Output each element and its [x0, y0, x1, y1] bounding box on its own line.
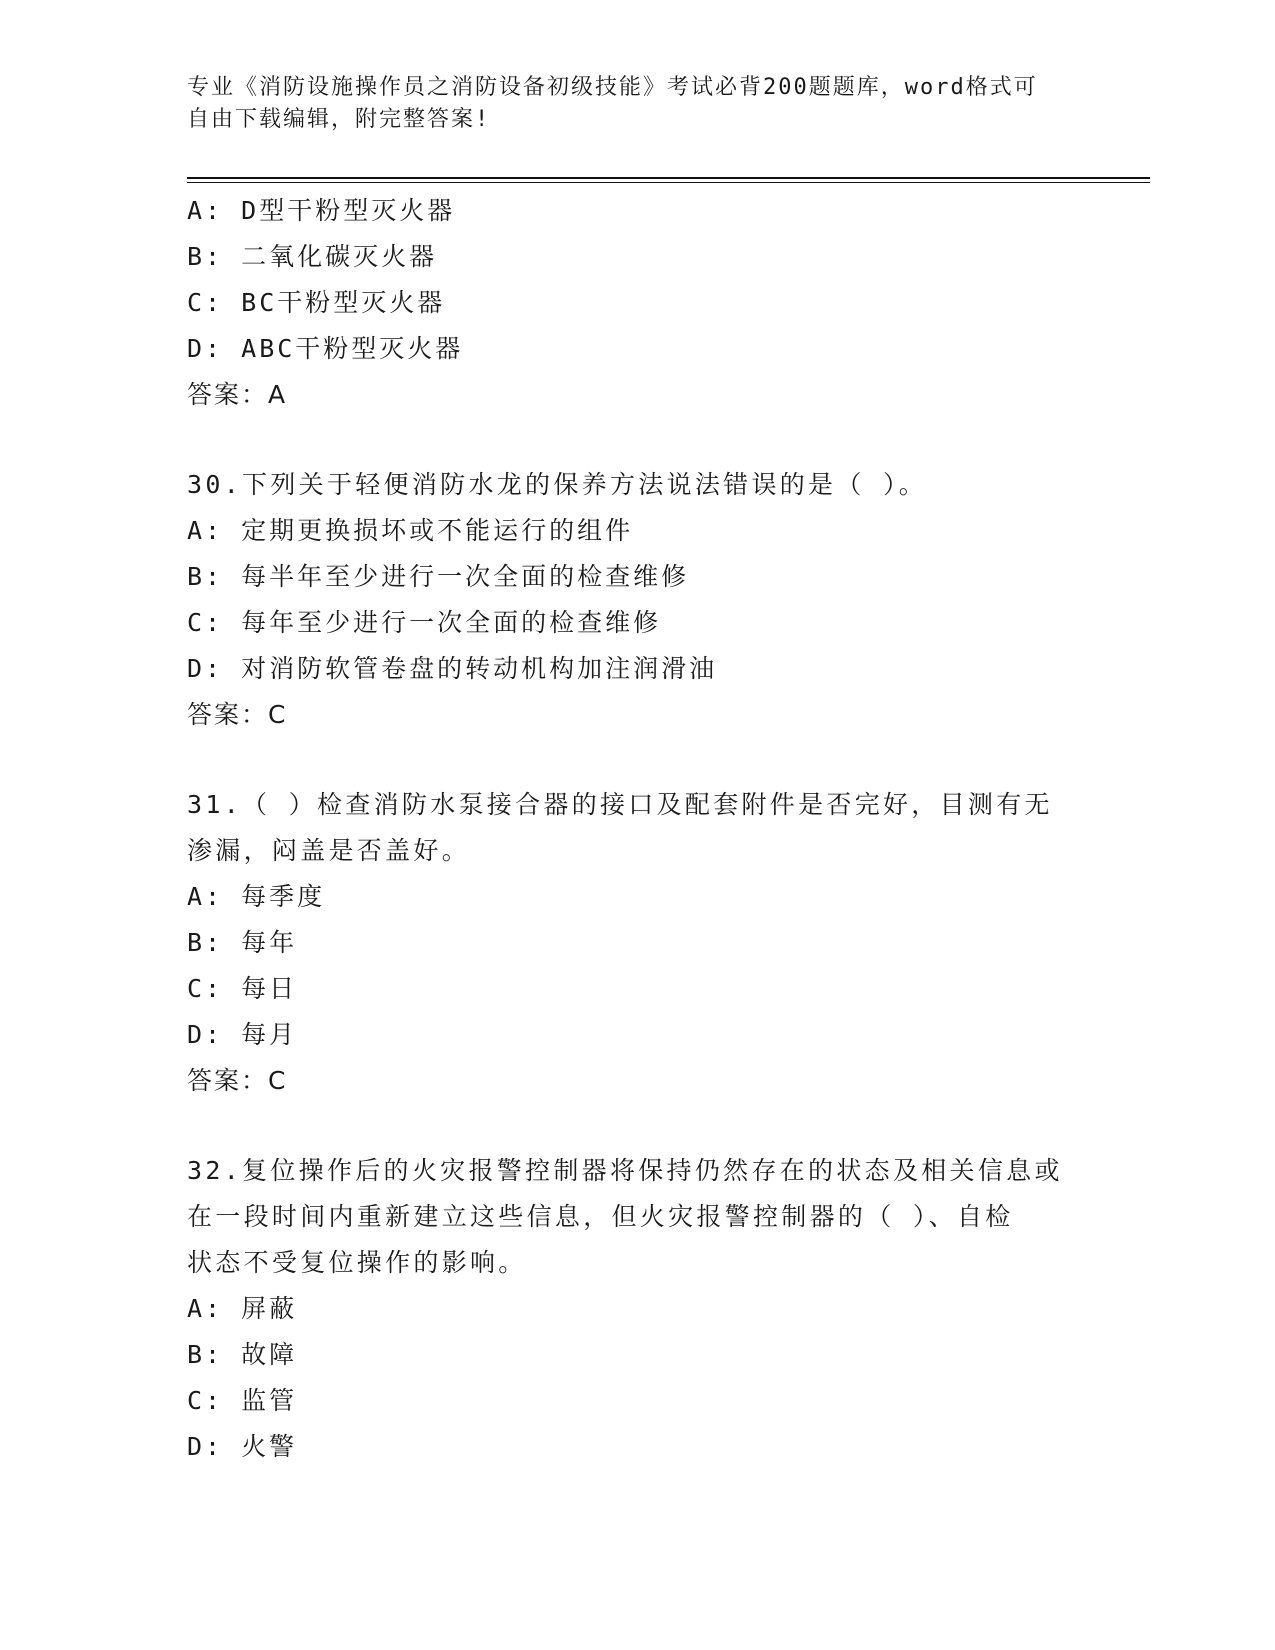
option-d: D: ABC干粉型灭火器: [187, 334, 464, 363]
question-text: 状态不受复位操作的影响。: [187, 1248, 527, 1277]
block-spacer: [187, 738, 1077, 782]
option-c: C: BC干粉型灭火器: [187, 288, 446, 317]
option-a: A: 屏蔽: [187, 1294, 298, 1323]
option-d: D: 火警: [187, 1432, 298, 1461]
question-text: 30.下列关于轻便消防水龙的保养方法说法错误的是（ ）。: [187, 470, 928, 499]
header-line-2: 自由下载编辑，附完整答案!: [187, 107, 491, 132]
option-b: B: 每年: [187, 928, 298, 957]
question-text: 在一段时间内重新建立这些信息，但火灾报警控制器的（ ）、自检: [187, 1202, 1014, 1231]
option-c: C: 每日: [187, 974, 298, 1003]
question-block: [187, 782, 1077, 1104]
header-divider-thick: [187, 177, 1150, 179]
header-line-1: 专业《消防设施操作员之消防设备初级技能》考试必背200题题库，word格式可: [187, 75, 1038, 100]
option-d: D: 对消防软管卷盘的转动机构加注润滑油: [187, 654, 718, 683]
answer-line: 答案：C: [187, 1066, 288, 1095]
answer-line: 答案：A: [187, 380, 288, 409]
question-list: [187, 188, 1077, 1470]
question-text: 渗漏，闷盖是否盖好。: [187, 836, 471, 865]
question-block: [187, 1148, 1077, 1470]
question-block: [187, 462, 1077, 738]
block-spacer: [187, 1104, 1077, 1148]
header-divider-thin: [187, 182, 1150, 183]
option-b: B: 故障: [187, 1340, 298, 1369]
answer-line: 答案：C: [187, 700, 288, 729]
document-header: [187, 72, 1067, 136]
question-text: 32.复位操作后的火灾报警控制器将保持仍然存在的状态及相关信息或: [187, 1156, 1063, 1185]
option-c: C: 监管: [187, 1386, 298, 1415]
option-b: B: 二氧化碳灭火器: [187, 242, 438, 271]
option-a: A: 每季度: [187, 882, 326, 911]
option-a: A: 定期更换损坏或不能运行的组件: [187, 516, 634, 545]
option-b: B: 每半年至少进行一次全面的检查维修: [187, 562, 690, 591]
option-c: C: 每年至少进行一次全面的检查维修: [187, 608, 662, 637]
option-a: A: D型干粉型灭火器: [187, 196, 456, 225]
block-spacer: [187, 418, 1077, 462]
question-block: [187, 188, 1077, 418]
question-text: 31.（ ）检查消防水泵接合器的接口及配套附件是否完好，目测有无: [187, 790, 1053, 819]
option-d: D: 每月: [187, 1020, 298, 1049]
